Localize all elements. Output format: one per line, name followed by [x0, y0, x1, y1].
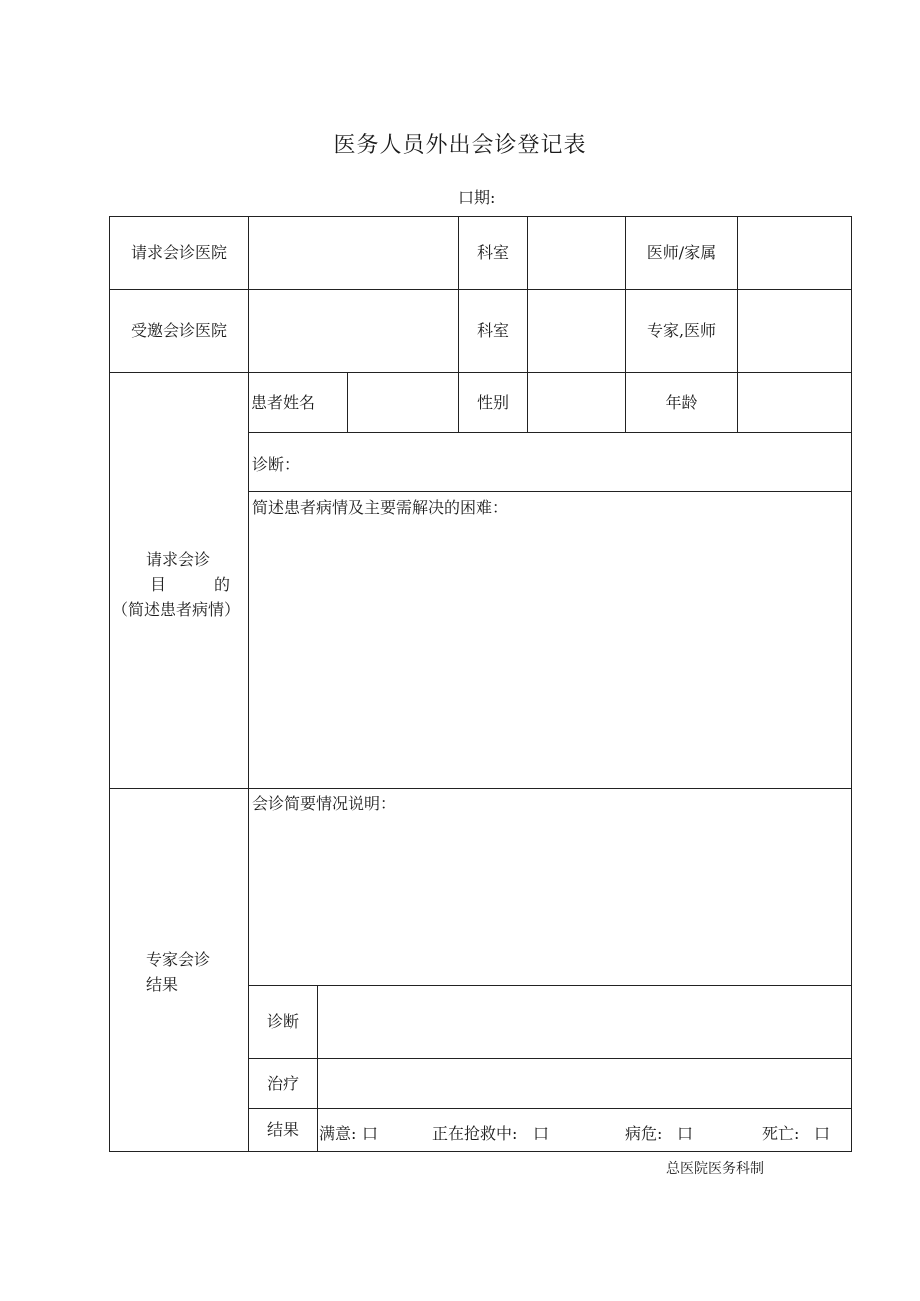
outcome-critical-label: 病危: [625, 1124, 663, 1143]
date-label: 口期: [458, 188, 496, 207]
outcome-satisfied-label: 满意: [319, 1124, 357, 1143]
outcome-critical-checkbox[interactable]: 口 [677, 1124, 694, 1143]
expert-diagnosis-label: 诊断 [266, 1012, 299, 1031]
table-border-right [851, 216, 852, 1152]
footer-issuer: 总医院医务科制 [666, 1161, 764, 1177]
patient-row-bottom [248, 432, 852, 433]
summary-label: 会诊简要情况说明： [252, 794, 397, 813]
result-section-line1: 专家会诊 [146, 950, 211, 969]
col-divider-b [527, 216, 528, 432]
age-label: 年龄 [665, 392, 698, 412]
invited-dept-label: 科室 [476, 321, 509, 340]
purpose-line2a: 目 [150, 575, 167, 594]
diagnosis-row-bottom [248, 491, 852, 492]
outcome-death-checkbox[interactable]: 口 [814, 1124, 831, 1143]
page-title: 医务人员外出会诊登记表 [333, 133, 587, 158]
diagnosis-label: 诊断： [252, 455, 301, 474]
request-hospital-label: 请求会诊医院 [130, 243, 227, 262]
invited-expert-label: 专家,医师 [646, 321, 717, 340]
gender-label: 性别 [476, 392, 509, 412]
result-section-line2: 结果 [146, 975, 179, 994]
invited-hospital-label: 受邀会诊医院 [130, 321, 227, 340]
col-divider-d [737, 216, 738, 432]
outcome-rescue-checkbox[interactable]: 口 [533, 1124, 550, 1143]
diag2-row-bottom [248, 1058, 852, 1059]
purpose-line2b: 的 [214, 575, 231, 594]
purpose-line1: 请求会诊 [146, 550, 211, 569]
outcome-rescue-label: 正在抢救中: [432, 1124, 518, 1143]
outcome-death-label: 死亡: [762, 1124, 800, 1143]
request-dept-label: 科室 [476, 243, 509, 262]
purpose-section-bottom [109, 788, 852, 789]
treatment-label: 治疗 [266, 1073, 299, 1093]
purpose-line3: （简述患者病情） [112, 600, 241, 619]
outcome-satisfied-checkbox[interactable]: 口 [362, 1124, 379, 1143]
condition-label: 简述患者病情及主要需解决的困难： [252, 498, 509, 517]
patient-name-label: 患者姓名 [251, 392, 316, 412]
request-doctor-label: 医师/家属 [646, 243, 717, 262]
outcome-label: 结果 [266, 1120, 299, 1139]
summary-bottom [248, 985, 852, 986]
result-label-divider [317, 985, 318, 1152]
table-border-bottom [109, 1151, 852, 1152]
treatment-row-bottom [248, 1108, 852, 1109]
